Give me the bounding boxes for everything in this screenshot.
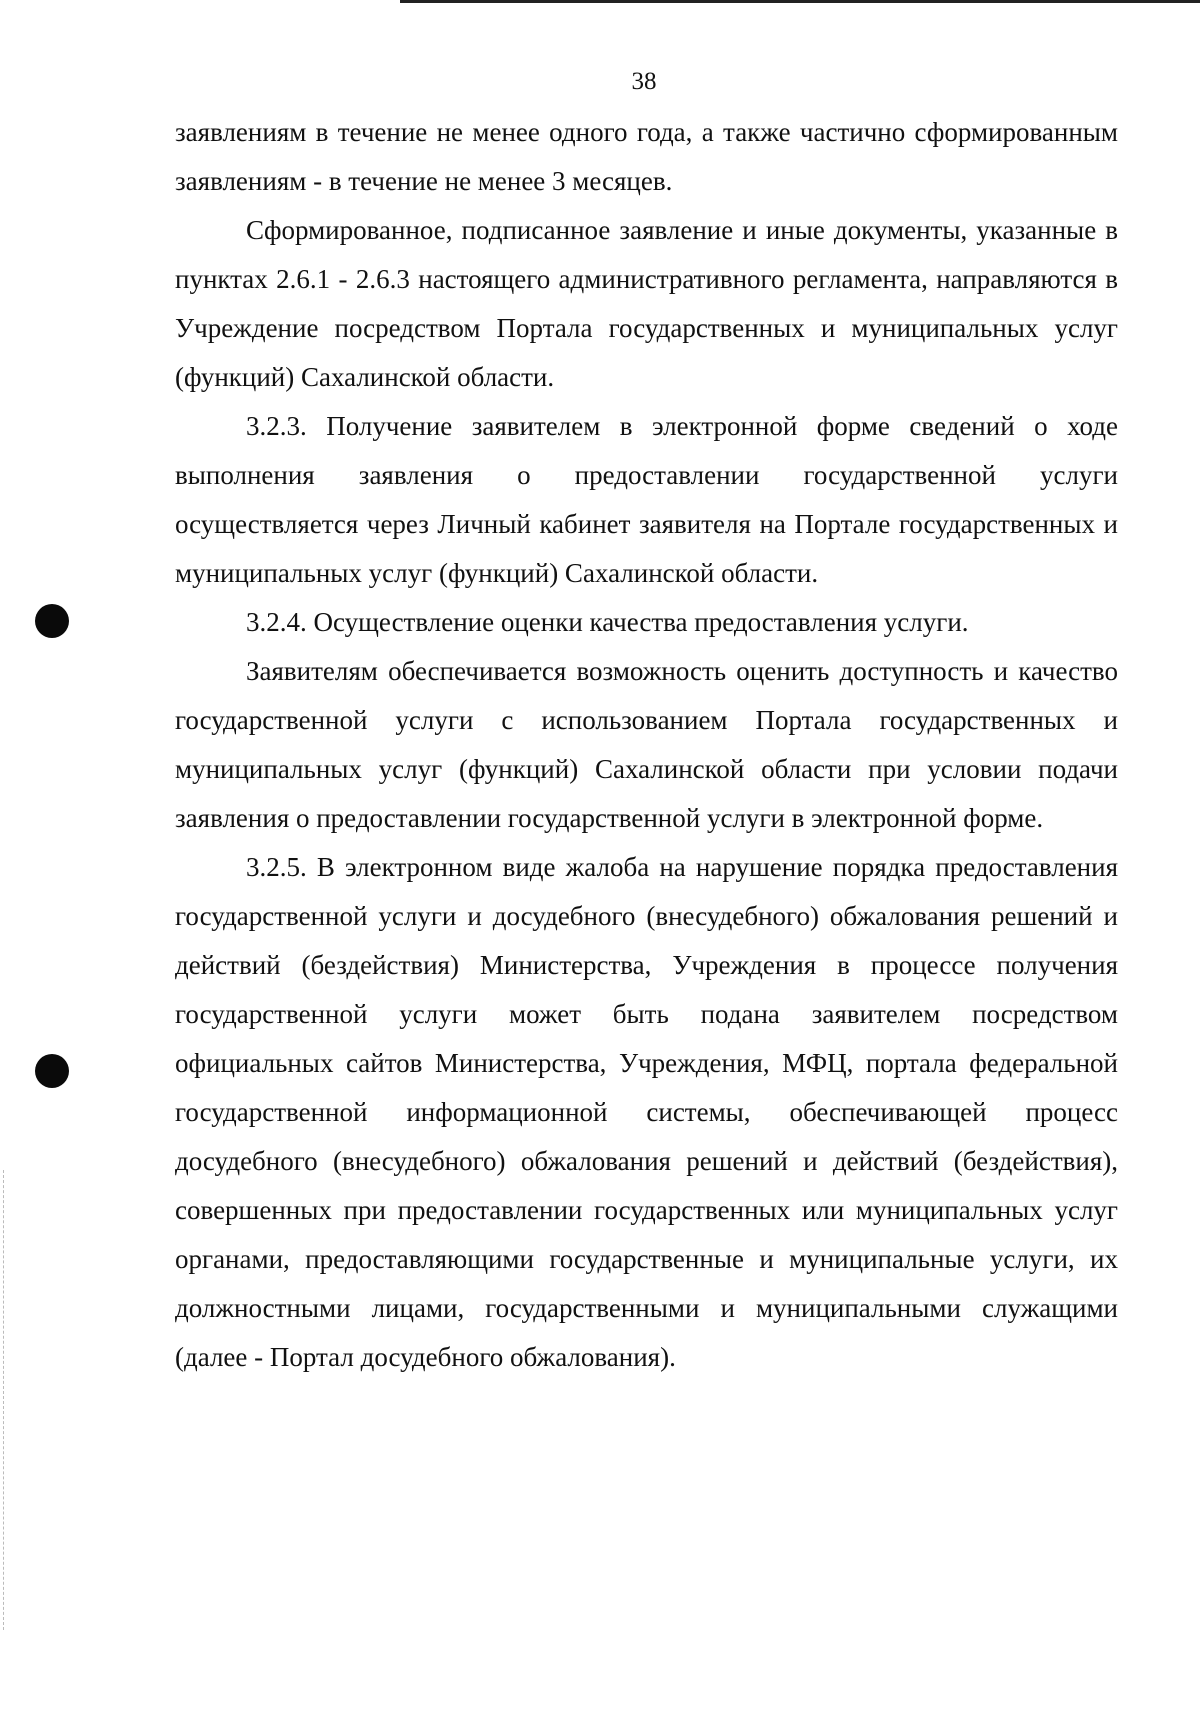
punch-hole-mark: [35, 1054, 69, 1088]
page-number: 38: [631, 68, 657, 95]
paragraph-quality-assessment: Заявителям обеспечивается возможность оценить доступность и качество государственной услуги с использованием Портала государственных и муниципальных услуг (функций) Сахалинской области при условии подачи заявления о предоставлении государственной услуги в электронной форме.: [175, 656, 1118, 833]
paragraph-formed-application: Сформированное, подписанное заявление и иные документы, указанные в пунктах 2.6.1 - 2.6.3 настоящего административного регламента, направляются в Учреждение посредством Портала государственных и муниципальных услуг (функций) Сахалинской области.: [175, 215, 1118, 392]
top-edge-line: [400, 0, 1200, 3]
paragraph-3-2-4: 3.2.4. Осуществление оценки качества предоставления услуги.: [246, 607, 969, 637]
scan-edge-mark: [3, 1170, 5, 1630]
paragraph-continuation: заявлениям в течение не менее одного года, а также частично сформированным заявлениям - в течение не менее 3 месяцев.: [175, 117, 1118, 196]
paragraph-3-2-3: 3.2.3. Получение заявителем в электронной форме сведений о ходе выполнения заявления о предоставлении государственной услуги осуществляется через Личный кабинет заявителя на Портале государственных и муниципальных услуг (функций) Сахалинской области.: [175, 411, 1118, 588]
punch-hole-mark: [35, 604, 69, 638]
document-body: [175, 108, 1118, 1382]
paragraph-3-2-5: 3.2.5. В электронном виде жалоба на нарушение порядка предоставления государственной услуги и досудебного (внесудебного) обжалования решений и действий (бездействия) Министерства, Учреждения в процессе получения государственной услуги может быть подана заявителем посредством официальных сайтов Министерства, Учреждения, МФЦ, портала федеральной государственной информационной системы, обеспечивающей процесс досудебного (внесудебного) обжалования решений и действий (бездействия), совершенных при предоставлении государственных или муниципальных услуг органами, предоставляющими государственные и муниципальные услуги, их должностными лицами, государственными и муниципальными служащими (далее - Портал досудебного обжалования).: [175, 852, 1118, 1372]
